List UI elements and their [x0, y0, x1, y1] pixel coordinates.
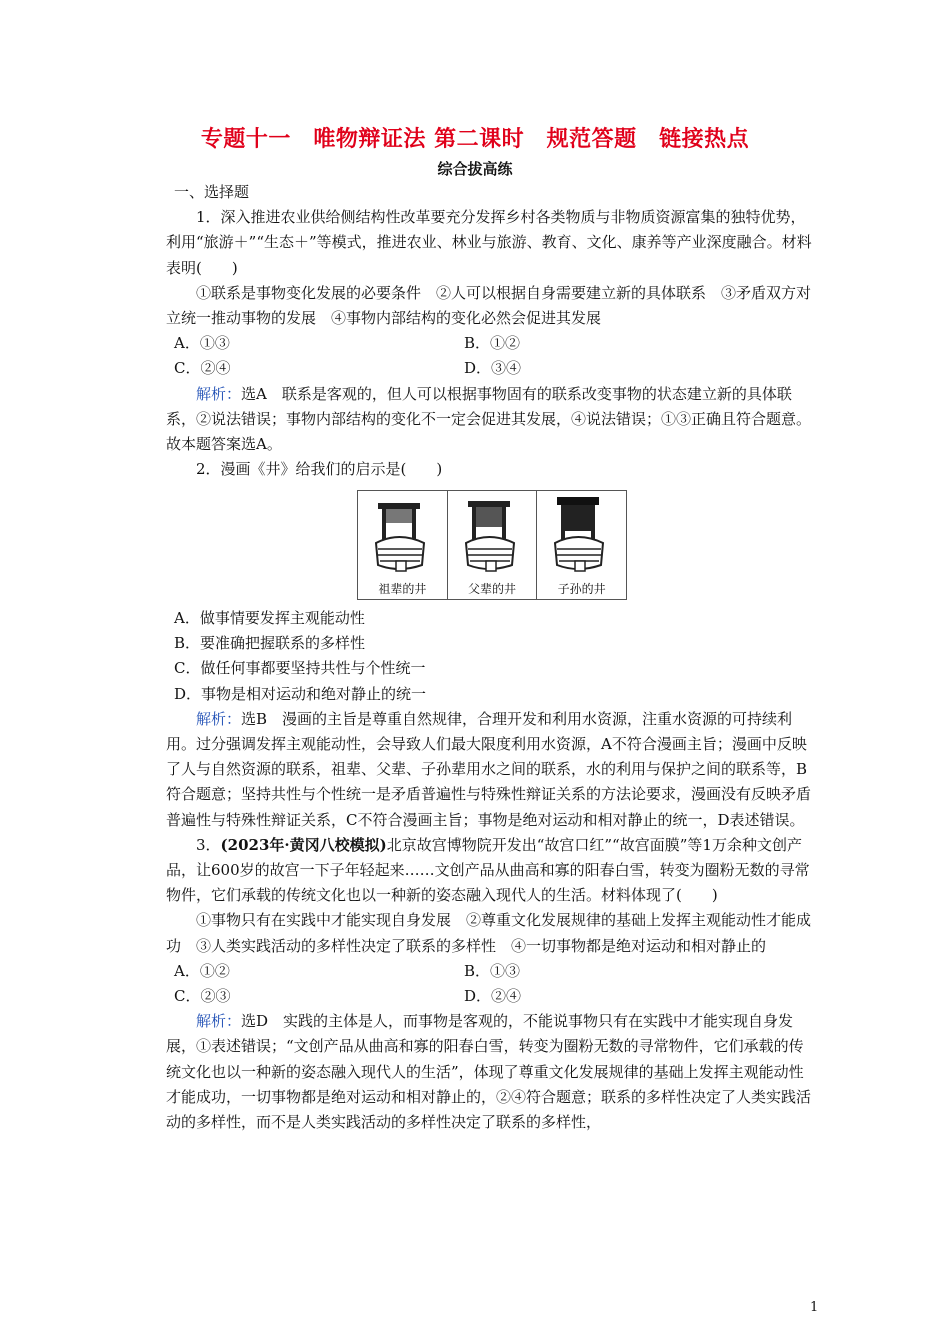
q2-option-b: B．要准确把握联系的多样性	[174, 634, 366, 653]
q2-option-c: C．做任何事都要坚持共性与个性统一	[174, 659, 426, 678]
q3-source: (2023年·黄冈八校模拟)	[220, 835, 387, 854]
page-title: 专题十一 唯物辩证法 第二课时 规范答题 链接热点	[200, 127, 750, 152]
q3-option-a: A．①②	[174, 961, 230, 980]
q3-items: ①事物只有在实践中才能实现自身发展 ②尊重文化发展规律的基础上发挥主观能动性才能成功 ③人类实践活动的多样性决定了联系的多样性 ④一切事物都是绝对运动和相对静止的	[166, 911, 812, 955]
page-subtitle: 综合拔高练	[437, 160, 513, 178]
comic-panel-descendants	[537, 491, 626, 599]
q3-option-b: B．①③	[464, 961, 521, 980]
q1-option-d: D．③④	[464, 359, 522, 378]
q1-analysis-label: 解析：	[196, 384, 242, 403]
page-number: 1	[810, 1300, 819, 1315]
q3-number: 3．	[196, 835, 221, 854]
well-illustration-icon	[368, 495, 438, 575]
section-heading: 一、选择题	[174, 183, 250, 201]
q2-analysis-text: 选B 漫画的主旨是尊重自然规律，合理开发和利用水资源，注重水资源的可持续利用。过分强调发挥主观能动性，会导致人们最大限度利用水资源，A不符合漫画主旨；漫画中反映了人与自然资源的联系，祖辈、父辈、子孙辈用水之间的联系，水的利用与保护之间的联系等，B符合题意；坚持共性与个性统一是矛盾普遍性与特殊性辩证关系的方法论要求，漫画没有反映矛盾普遍性与特殊性辩证关系，C不符合漫画主旨；事物是绝对运动和相对静止的统一，D表述错误。	[166, 709, 812, 829]
well-illustration-icon	[547, 495, 617, 575]
q2-option-a: A．做事情要发挥主观能动性	[174, 609, 365, 627]
q1-analysis	[166, 382, 816, 458]
comic-panel-grandparents	[358, 491, 448, 599]
content-block-1	[166, 180, 816, 482]
q1-options-row-2	[166, 356, 816, 381]
q1-items: ①联系是事物变化发展的必要条件 ②人可以根据自身需要建立新的具体联系 ③矛盾双方对立统一推动事物的发展 ④事物内部结构的变化必然会促进其发展	[166, 283, 812, 328]
q3-analysis-label: 解析：	[196, 1012, 242, 1031]
q1-option-b: B．①②	[464, 334, 521, 353]
content-block-2	[166, 606, 816, 1135]
q2-analysis	[166, 707, 816, 833]
q3-stem-text: 北京故宫博物院开发出“故宫口红”“故宫面膜”等1万余种文创产品，让600岁的故宫一下子年轻起来……文创产品从曲高和寡的阳春白雪，转变为圈粉无数的寻常物件，它们承载的传统文化也以一种新的姿态融入现代人的生活。材料体现了( )	[166, 835, 810, 905]
q1-analysis-text: 选A 联系是客观的，但人可以根据事物固有的联系改变事物的状态建立新的具体联系，②说法错误；事物内部结构的变化不一定会促进其发展，④说法错误；①③正确且符合题意。故本题答案选A。	[166, 384, 812, 454]
q1-option-a: A．①③	[174, 334, 230, 353]
q1-stem: 1．深入推进农业供给侧结构性改革要充分发挥乡村各类物质与非物质资源富集的独特优势，利用“旅游＋”“生态＋”等模式，推进农业、林业与旅游、教育、文化、康养等产业深度融合。材料表明( )	[166, 208, 812, 277]
q2-analysis-label: 解析：	[196, 709, 242, 728]
comic-caption-2: 父辈的井	[468, 582, 517, 596]
comic-wells	[357, 490, 627, 600]
comic-panel-parents	[448, 491, 538, 599]
q3-option-d: D．②④	[464, 987, 522, 1006]
q3-stem	[166, 833, 816, 909]
comic-caption-3: 子孙的井	[557, 582, 606, 596]
q3-analysis-text: 选D 实践的主体是人，而事物是客观的，不能说事物只有在实践中才能实现自身发展，①表述错误；“文创产品从曲高和寡的阳春白雪，转变为圈粉无数的寻常物件，它们承载的传统文化也以一种新的姿态融入现代人的生活”，体现了尊重文化发展规律的基础上发挥主观能动性才能成功，一切事物都是绝对运动和相对静止的，②④符合题意；联系的多样性决定了人类实践活动的多样性，而不是人类实践活动的多样性决定了联系的多样性，	[166, 1012, 812, 1132]
q1-options-row-1	[166, 331, 816, 356]
q3-option-c: C．②③	[174, 987, 231, 1006]
q2-stem: 2．漫画《井》给我们的启示是( )	[196, 460, 443, 479]
q1-option-c: C．②④	[174, 359, 231, 378]
q2-option-d: D．事物是相对运动和绝对静止的统一	[174, 684, 427, 703]
q3-options-row-1	[166, 959, 816, 984]
q3-analysis	[166, 1009, 816, 1135]
well-illustration-icon	[458, 495, 528, 575]
q3-options-row-2	[166, 984, 816, 1009]
comic-caption-1: 祖辈的井	[378, 582, 427, 596]
